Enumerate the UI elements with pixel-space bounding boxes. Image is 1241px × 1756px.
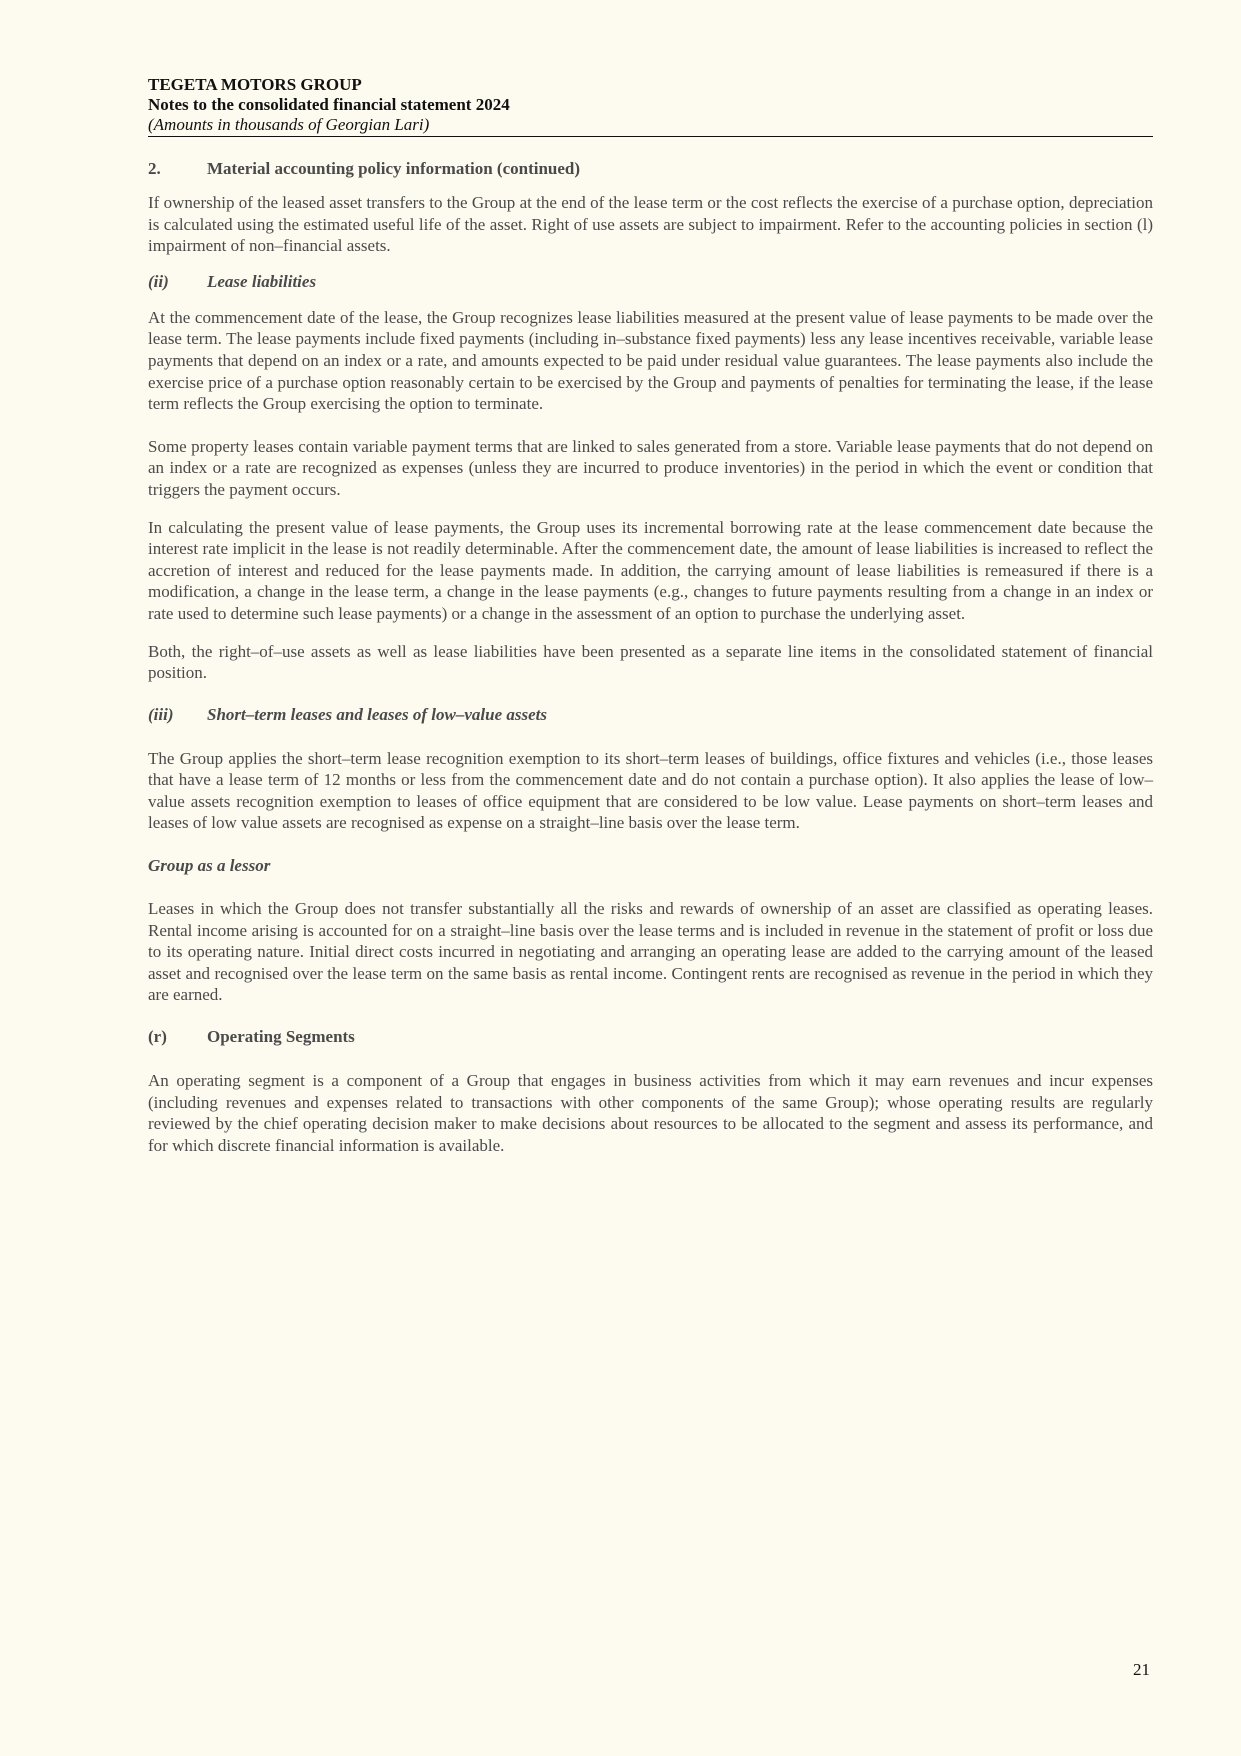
paragraph-operating-segments: An operating segment is a component of a Group that engages in business activities from which it may earn revenues and incur expenses (including revenues and expenses related to transactions with other components of the same Group); whose operating results are regularly reviewed by the chief operating decision maker to make decisions about resources to be allocated to the segment and assess its performance, and for which discrete financial information is available. xyxy=(148,1071,1153,1155)
subsection-heading-iii xyxy=(148,705,1153,725)
paragraph-lease-liabilities-3: In calculating the present value of lease payments, the Group uses its incremental borrowing rate at the lease commencement date because the interest rate implicit in the lease is not readily determinable. After the commencement date, the amount of lease liabilities is increased to reflect the accretion of interest and reduced for the lease payments made. In addition, the carrying amount of lease liabilities is remeasured if there is a modification, a change in the lease term, a change in the lease payments (e.g., changes to future payments resulting from a change in an index or rate used to determine such lease payments) or a change in the assessment of an option to purchase the underlying asset. xyxy=(148,517,1153,623)
subsection-title: Lease liabilities xyxy=(207,271,317,291)
header-divider xyxy=(148,136,1153,137)
subsection-heading-r xyxy=(148,1027,1153,1047)
paragraph-ownership: If ownership of the leased asset transfers to the Group at the end of the lease term or the cost reflects the exercise of a purchase option, depreciation is calculated using the estimated useful life of the asset. Right of use assets are subject to impairment. Refer to the accounting policies in section (l) impairment of non–financial assets. xyxy=(148,193,1153,256)
subsection-number: (r) xyxy=(148,1027,167,1047)
subsection-title: Operating Segments xyxy=(207,1027,355,1047)
paragraph-lease-liabilities-4: Both, the right–of–use assets as well as lease liabilities have been presented as a separate line items in the consolidated statement of financial position. xyxy=(148,641,1153,683)
paragraph-lease-liabilities-2: Some property leases contain variable payment terms that are linked to sales generated from a store. Variable lease payments that do not depend on an index or a rate are recognized as expenses (unless they are incurred to produce inventories) in the period in which the event or condition that triggers the payment occurs. xyxy=(148,436,1153,499)
document-page xyxy=(148,75,1153,1156)
page-number: 21 xyxy=(1133,1660,1150,1679)
subsection-heading-lessor: Group as a lessor xyxy=(148,856,271,876)
company-name: TEGETA MOTORS GROUP xyxy=(148,75,362,94)
document-subtitle: (Amounts in thousands of Georgian Lari) xyxy=(148,115,430,134)
subsection-number: (ii) xyxy=(148,271,169,291)
paragraph-short-term-leases: The Group applies the short–term lease recognition exemption to its short–term leases of buildings, office fixtures and vehicles (i.e., those leases that have a lease term of 12 months or less from the commencement date and do not contain a purchase option). It also applies the lease of low–value assets recognition exemption to leases of office equipment that are considered to be low value. Lease payments on short–term leases and leases of low value assets are recognised as expense on a straight–line basis over the lease term. xyxy=(148,748,1153,833)
section-title: Material accounting policy information (continued) xyxy=(207,159,581,178)
section-number: 2. xyxy=(148,159,161,178)
paragraph-lease-liabilities-1: At the commencement date of the lease, the Group recognizes lease liabilities measured at the present value of lease payments to be made over the lease term. The lease payments include fixed payments (including in–substance fixed payments) less any lease incentives receivable, variable lease payments that depend on an index or a rate, and amounts expected to be paid under residual value guarantees. The lease payments also include the exercise price of a purchase option reasonably certain to be exercised by the Group and payments of penalties for terminating the lease, if the lease term reflects the Group exercising the option to terminate. xyxy=(148,307,1153,414)
subsection-heading-ii xyxy=(148,272,1153,292)
subsection-number: (iii) xyxy=(148,704,174,724)
paragraph-lessor: Leases in which the Group does not transfer substantially all the risks and rewards of ownership of an asset are classified as operating leases. Rental income arising is accounted for on a straight–line basis over the lease terms and is included in revenue in the statement of profit or loss due to its operating nature. Initial direct costs incurred in negotiating and arranging an operating lease are added to the carrying amount of the leased asset and recognised over the lease term on the same basis as rental income. Contingent rents are recognised as revenue in the period in which they are earned. xyxy=(148,899,1153,1005)
section-heading xyxy=(148,159,1153,179)
subsection-title: Short–term leases and leases of low–value assets xyxy=(207,704,548,724)
document-title: Notes to the consolidated financial statement 2024 xyxy=(148,95,510,114)
